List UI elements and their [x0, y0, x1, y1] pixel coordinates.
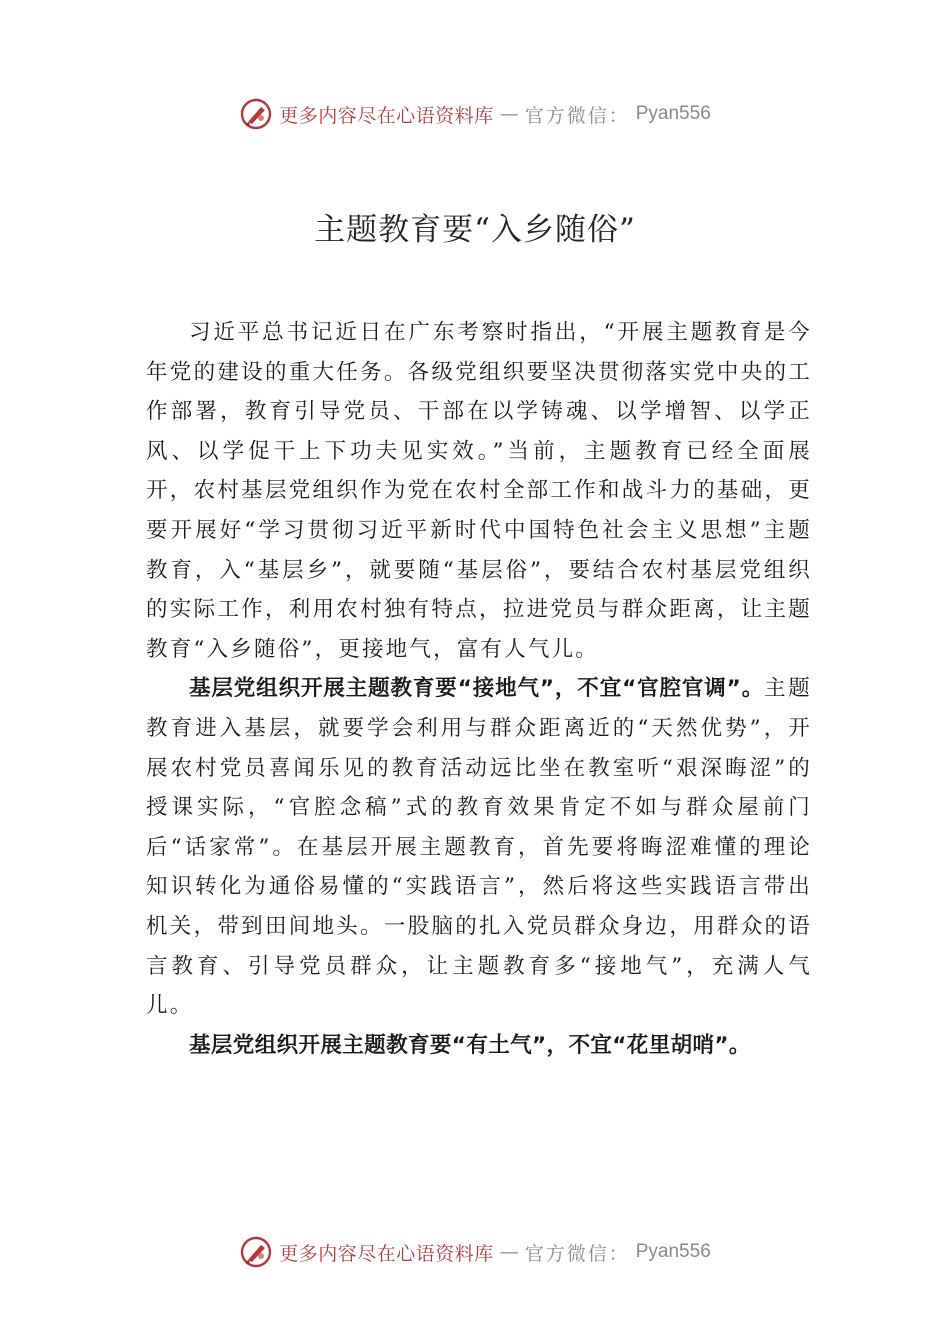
document-body — [146, 313, 812, 1065]
paragraph-1-body: 习近平总书记近日在广东考察时指出，“开展主题教育是今年党的建设的重大任务。各级党组织要坚决贯彻落实党中央的工作部署，教育引导党员、干部在以学铸魂、以学增智、以学正风、以学促干上下功夫见实效。”当前，主题教育已经全面展开，农村基层党组织作为党在农村全部工作和战斗力的基础，更要开展好“学习贯彻习近平新时代中国特色社会主义思想”主题教育，入“基层乡”，就要随“基层俗”，要结合农村基层党组织的实际工作，利用农村独有特点，拉进党员与群众距离，让主题教育“入乡随俗”，更接地气，富有人气儿。 — [146, 320, 812, 662]
pen-logo-icon — [239, 1235, 273, 1269]
watermark-wechat-id: Pyan556 — [635, 103, 711, 124]
paragraph-2-body: 主题教育进入基层，就要学会利用与群众距离近的“天然优势”，开展农村党员喜闻乐见的教育活动远比坐在教室听“艰深晦涩”的授课实际，“官腔念稿”式的教育效果肯定不如与群众屋前门后“话家常”。在基层开展主题教育，首先要将晦涩难懂的理论知识转化为通俗易懂的“实践语言”，然后将这些实践语言带出机关，带到田间地头。一股脑的扎入党员群众身边，用群众的语言教育、引导党员群众，让主题教育多“接地气”，充满人气儿。 — [146, 676, 813, 1019]
header-watermark — [0, 94, 950, 134]
pen-logo-icon — [239, 97, 273, 131]
paragraph-3 — [146, 1026, 812, 1066]
paragraph-1 — [146, 313, 812, 669]
footer-watermark — [0, 1232, 950, 1272]
document-title: 主题教育要“入乡随俗” — [314, 212, 636, 248]
watermark-dash: — — [499, 103, 519, 125]
paragraph-3-lead: 基层党组织开展主题教育要“有土气”，不宜“花里胡哨”。 — [189, 1032, 751, 1058]
watermark-brand: 更多内容尽在心语资料库 — [279, 1242, 494, 1265]
watermark-brand: 更多内容尽在心语资料库 — [279, 104, 494, 127]
paragraph-2-lead: 基层党组织开展主题教育要“接地气”，不宜“官腔官调”。 — [189, 676, 765, 702]
watermark-wechat-id: Pyan556 — [635, 1241, 711, 1262]
paragraph-2 — [146, 669, 812, 1025]
watermark-label: 官方微信： — [524, 1242, 630, 1265]
watermark-dash: — — [499, 1241, 519, 1263]
watermark-label: 官方微信： — [524, 104, 630, 127]
